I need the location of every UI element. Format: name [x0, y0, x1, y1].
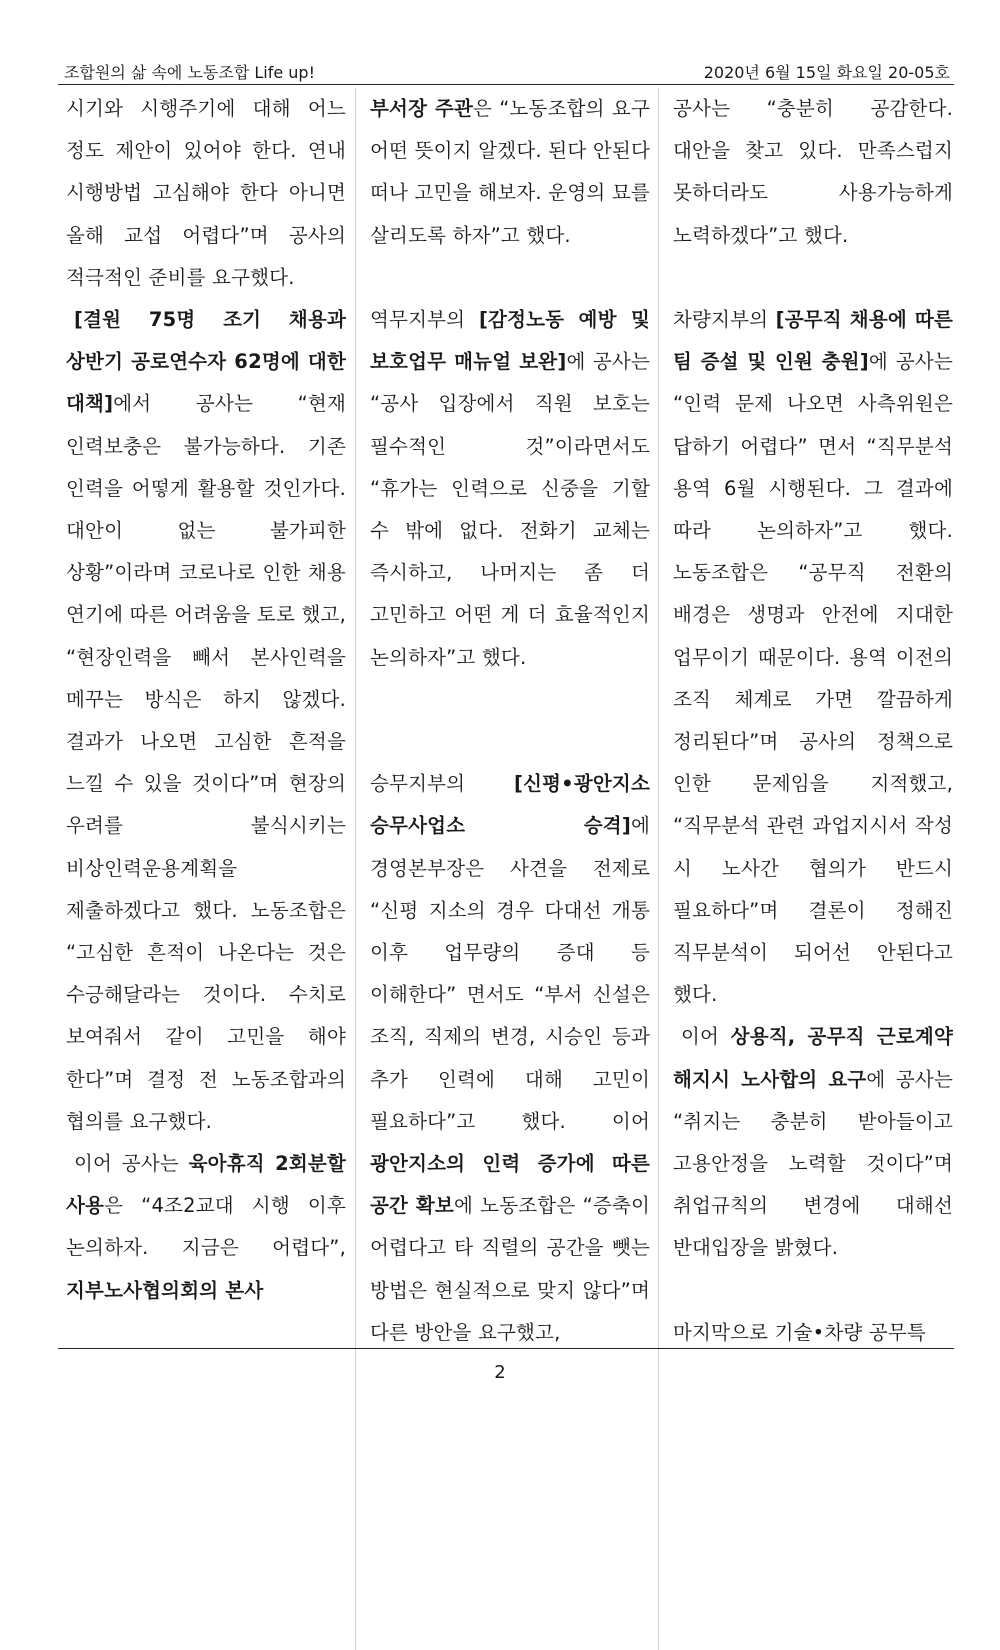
column-1 — [66, 88, 346, 1648]
paragraph: 이어 상용직, 공무직 근로계약 해지시 노사합의 요구에 공사는 “취지는 충분히 받아들이고 고용안정을 노력할 것이다”며 취업규칙의 변경에 대해선 반대입장을 밝혔다. — [673, 1025, 953, 1260]
paragraph: 공사는 “충분히 공감한다. 대안을 찾고 있다. 만족스럽지 못하더라도 사용가능하게 노력하겠다”고 했다. — [673, 97, 953, 247]
paragraph: 시기와 시행주기에 대해 어느 정도 제안이 있어야 한다. 연내 시행방법 고심해야 한다 아니면 올해 교섭 어렵다”며 공사의 적극적인 준비를 요구했다. — [66, 97, 346, 289]
topic-heading: [신평•광안지소 승무사업소 승격] — [370, 772, 650, 838]
paragraph: 마지막으로 기술•차량 공무특 — [673, 1320, 926, 1344]
paragraph: 승무지부의 [신평•광안지소 승무사업소 승격]에 경영본부장은 사견을 전제로 “신평 지소의 경우 다대선 개통 이후 업무량의 증대 등 이해한다” 면서도 “부서 신설은 조직, 직제의 변경, 시승인 등과 추가 인력에 대해 고민이 필요하다”고 했다. 이어 광안지소의 인력 증가에 따른 공간 확보에 노동조합은 “증축이 어렵다고 타 직렬의 공간을 뺏는 방법은 현실적으로 맞지 않다”며 다른 방안을 요구했고, — [370, 772, 651, 1344]
page-number: 2 — [494, 1362, 506, 1383]
column-2 — [370, 88, 650, 1648]
topic-heading: [공무직 채용에 따른 팀 증설 및 인원 충원] — [673, 308, 953, 374]
topic-heading: 부서장 주관 — [370, 97, 473, 120]
topic-heading: 상용직, 공무직 근로계약 해지시 노사합의 요구 — [673, 1025, 953, 1091]
footer-rule — [58, 1348, 954, 1349]
issue-date: 2020년 6월 15일 화요일 20-05호 — [703, 63, 950, 82]
topic-heading: 지부노사협의회의 본사 — [66, 1278, 264, 1302]
topic-heading: [결원 75명 조기 채용과 상반기 공로연수자 62명에 대한 대책] — [66, 308, 346, 416]
topic-heading: 광안지소의 인력 증가에 따른 공간 확보 — [370, 1152, 650, 1218]
page-header — [58, 58, 954, 84]
column-divider — [355, 88, 356, 1650]
paragraph: [결원 75명 조기 채용과 상반기 공로연수자 62명에 대한 대책]에서 공사는 “현재 인력보충은 불가능하다. 기존 인력을 어떻게 활용할 것인가다. 대안이 없는 불가피한 상황”이라며 코로나로 인한 채용 연기에 따른 어려움을 토로 했고, “현장인력을 빼서 본사인력을 메꾸는 방식은 하지 않겠다. 결과가 나오면 고심한 흔적을 느낄 수 있을 것이다”며 현장의 우려를 불식시키는 비상인력운용계획을 제출하겠다고 했다. 노동조합은 “고심한 흔적이 나온다는 것은 수긍해달라는 것이다. 수치로 보여줘서 같이 고민을 해야 한다”며 결정 전 노동조합과의 협의를 요구했다. — [66, 308, 346, 1133]
column-3 — [673, 88, 953, 1648]
topic-heading: [감정노동 예방 및 보호업무 매뉴얼 보완] — [370, 308, 650, 374]
topic-heading: 육아휴직 2회분할 사용 — [66, 1152, 346, 1218]
paragraph: 차량지부의 [공무직 채용에 따른 팀 증설 및 인원 충원]에 공사는 “인력 문제 나오면 사측위원은 답하기 어렵다” 면서 “직무분석 용역 6월 시행된다. 그 결과에 따라 논의하자”고 했다. 노동조합은 “공무직 전환의 배경은 생명과 안전에 지대한 업무이기 때문이다. 용역 이전의 조직 체계로 가면 깔끔하게 정리된다”며 공사의 정책으로 인한 문제임을 지적했고, “직무분석 관련 과업지시서 작성 시 노사간 협의가 반드시 필요하다”며 결론이 정해진 직무분석이 되어선 안된다고 했다. — [673, 308, 953, 1007]
newsletter-slogan: 조합원의 삶 속에 노동조합 Life up! — [64, 63, 315, 82]
paragraph: 이어 공사는 육아휴직 2회분할 사용은 “4조2교대 시행 이후 논의하자. 지금은 어렵다”, 지부노사협의회의 본사 — [66, 1152, 346, 1302]
paragraph: 역무지부의 [감정노동 예방 및 보호업무 매뉴얼 보완]에 공사는 “공사 입장에서 직원 보호는 필수적인 것”이라면서도 “휴가는 인력으로 신중을 기할 수 밖에 없다. 전화기 교체는 즉시하고, 나머지는 좀 더 고민하고 어떤 게 더 효율적인지 논의하자”고 했다. — [370, 308, 650, 669]
paragraph: 부서장 주관은 “노동조합의 요구 어떤 뜻이지 알겠다. 된다 안된다 떠나 고민을 해보자. 운영의 묘를 살리도록 하자”고 했다. — [370, 97, 650, 247]
column-divider — [658, 88, 659, 1650]
header-rule — [58, 84, 954, 85]
